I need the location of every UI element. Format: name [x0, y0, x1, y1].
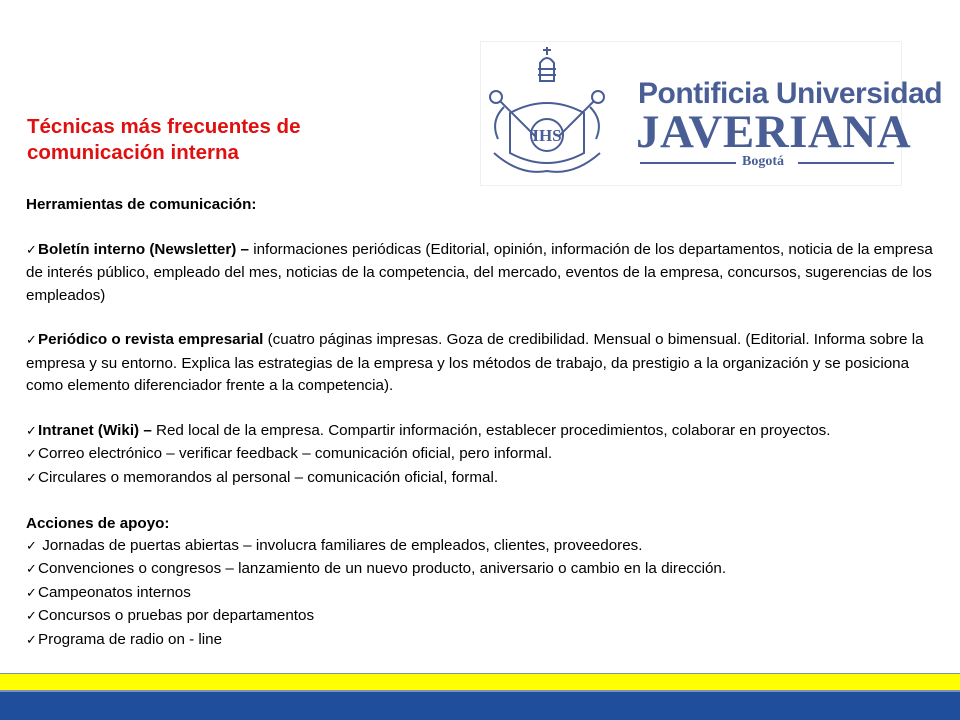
logo-city: Bogotá: [742, 154, 784, 169]
support-item: [26, 605, 941, 628]
university-seal-icon: [480, 41, 640, 186]
check-icon: [26, 421, 38, 443]
check-icon: [26, 583, 38, 605]
support-item: [26, 535, 941, 558]
support-item: [26, 629, 941, 652]
tool-magazine: [26, 329, 941, 397]
support-item-text: Campeonatos internos: [38, 583, 191, 601]
tool-intranet-text: Red local de la empresa. Compartir información, establecer procedimientos, colaborar en proyectos.: [151, 422, 831, 440]
logo-line2: JAVERIANA: [636, 106, 912, 158]
check-icon: [26, 606, 38, 628]
tool-circulars-text: Circulares o memorandos al personal – comunicación oficial, formal.: [38, 468, 499, 486]
check-icon: [26, 240, 38, 262]
tool-newsletter-label: Boletín interno (Newsletter) –: [38, 240, 249, 258]
check-icon: [26, 330, 38, 352]
tool-newsletter-text: informaciones periódicas (Editorial, opinión, información de los departamentos, noticia de la empresa de interés público, empleado del mes, noticias de la competencia, del mercado, eventos de la empresa, concursos, sugerencias de los empleados): [26, 240, 933, 304]
support-heading: Acciones de apoyo:: [26, 514, 170, 532]
tool-email: [26, 443, 941, 466]
check-icon: [26, 444, 38, 466]
support-item-text: Convenciones o congresos – lanzamiento de un nuevo producto, aniversario o cambio en la dirección.: [38, 560, 727, 578]
seal-text: IHS: [532, 126, 562, 145]
tool-magazine-text: (cuatro páginas impresas. Goza de credibilidad. Mensual o bimensual. (Editorial. Informa sobre la empresa y su entorno. Explica las estrategias de la empresa y los métodos de trabajo, da prestigio a la organización y se posiciona como elemento diferenciador frente a la competencia).: [26, 331, 924, 395]
tool-email-text: Correo electrónico – verificar feedback – comunicación oficial, pero informal.: [38, 445, 553, 463]
tool-intranet-label: Intranet (Wiki) –: [38, 422, 152, 440]
check-icon: [26, 630, 38, 652]
support-item-text: Jornadas de puertas abiertas – involucra familiares de empleados, clientes, proveedores.: [38, 537, 643, 555]
check-icon: [26, 536, 38, 558]
logo-line1: Pontificia Universidad: [638, 77, 943, 110]
tool-circulars: [26, 467, 941, 490]
logo-rule-left: [640, 162, 736, 164]
support-item: [26, 582, 941, 605]
footer-band-blue: [0, 692, 960, 720]
support-item-text: Concursos o pruebas por departamentos: [38, 607, 315, 625]
tools-heading: Herramientas de comunicación:: [26, 196, 257, 213]
slide-title-line2: comunicación interna: [27, 141, 239, 164]
tool-intranet: [26, 420, 941, 443]
logo-rule-right: [798, 162, 894, 164]
university-logo: [480, 41, 943, 186]
support-item-text: Programa de radio on - line: [38, 630, 223, 648]
support-item: [26, 558, 941, 581]
tool-magazine-label: Periódico o revista empresarial: [38, 331, 264, 349]
check-icon: [26, 468, 38, 490]
check-icon: [26, 559, 38, 581]
slide-body: [26, 194, 941, 652]
slide-title-line1: Técnicas más frecuentes de: [27, 115, 301, 138]
slide-title: [27, 114, 447, 166]
tool-newsletter: [26, 239, 941, 307]
